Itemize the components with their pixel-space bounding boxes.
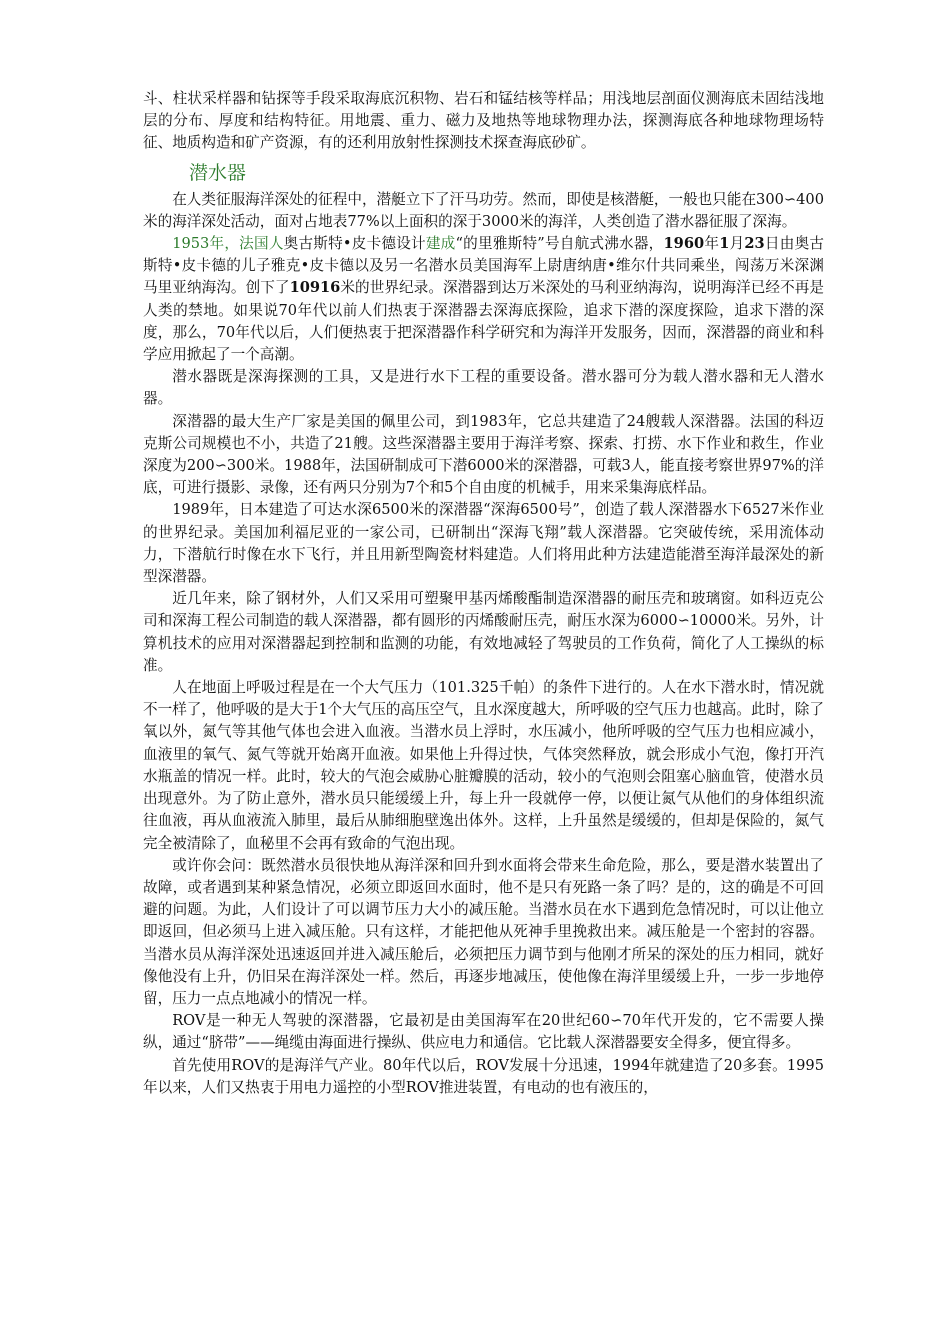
paragraph-2-bold-day: 23 bbox=[744, 235, 765, 253]
paragraph-3: 潜水器既是深海探测的工具，又是进行水下工程的重要设备。潜水器可分为载人潜水器和无人潜水器。 bbox=[143, 368, 824, 408]
paragraph-10: 首先使用ROV的是海洋气产业。80年代以后，ROV发展十分迅速，1994年就建造了20多套。1995年以来，人们又热衷于用电力遥控的小型ROV推进装置，有电动的也有液压的， bbox=[143, 1056, 824, 1096]
paragraph-2-rest-d: 日由奥古斯特•皮卡德的儿子雅克•皮卡德以及另一名潜水员美国海军上尉唐纳唐•维尔什共同乘坐，闯荡万米深渊马里亚纳海沟。创下了 bbox=[143, 235, 824, 297]
paragraph-2-bold-year: 1960 bbox=[663, 235, 705, 253]
paragraph-2-green-a: 1953年，法国人 bbox=[172, 235, 284, 253]
paragraph-2 bbox=[143, 233, 824, 366]
paragraph-2-green-b: 建成 bbox=[425, 235, 456, 253]
paragraph-6: 近几年来，除了钢材外，人们又采用可塑聚甲基丙烯酸酯制造深潜器的耐压壳和玻璃窗。如科迈克公司和深海工程公司制造的载人深潜器，都有圆形的丙烯酸耐压壳，耐压水深为6000∽10000米。另外，计算机技术的应用对深潜器起到控制和监测的功能，有效地减轻了驾驶员的工作负荷，简化了人工操纵的标准。 bbox=[143, 590, 824, 674]
section-title: 潜水器 bbox=[189, 161, 247, 184]
paragraph-2-rest-c: 月 bbox=[729, 235, 745, 253]
paragraph-2-bold-depth: 10916 bbox=[289, 279, 341, 297]
paragraph-5: 1989年，日本建造了可达水深6500米的深潜器“深海6500号”，创造了载人深潜器水下6527米作业的世界纪录。美国加利福尼亚的一家公司，已研制出“深海飞翔”载人深潜器。它突破传统，采用流体动力，下潜航行时像在水下飞行，并且用新型陶瓷材料建造。人们将用此种方法建造能潜至海洋最深处的新型深潜器。 bbox=[143, 501, 824, 586]
paragraph-continuation: 斗、柱状采样器和钻探等手段采取海底沉积物、岩石和锰结核等样品；用浅地层剖面仪测海底未固结浅地层的分布、厚度和结构特征。用地震、重力、磁力及地热等地球物理办法，探测海底各种地球物理场特征、地质构造和矿产资源，有的还利用放射性探测技术探查海底砂矿。 bbox=[143, 90, 824, 152]
paragraph-2-rest-e: 米的世界纪录。深潜器到达万米深处的马利亚纳海沟，说明海洋已经不再是人类的禁地。如果说70年代以前人们热衷于深潜器去深海底探险，追求下潜的深度探险，追求下潜的深度，那么，70年代以后，人们便热衷于把深潜器作科学研究和为海洋开发服务，因而，深潜器的商业和科学应用掀起了一个高潮。 bbox=[143, 279, 824, 364]
paragraph-2-middle: 奥古斯特•皮卡德设计 bbox=[283, 235, 426, 253]
paragraph-8: 或许你会问：既然潜水员很快地从海洋深和回升到水面将会带来生命危险，那么，要是潜水装置出了故障，或者遇到某种紧急情况，必须立即返回水面时，他不是只有死路一条了吗？是的，这的确是不可回避的问题。为此，人们设计了可以调节压力大小的减压舱。当潜水员在水下遇到危急情况时，可以让他立即返回，但必须马上进入减压舱。只有这样，才能把他从死神手里挽救出来。减压舱是一个密封的容器。当潜水员从海洋深处迅速返回并进入减压舱后，必须把压力调节到与他刚才所呆的深处的压力相同，就好像他没有上升，仍旧呆在海洋深处一样。然后，再逐步地减压，使他像在海洋里缓缓上升，一步一步地停留，压力一点点地减小的情况一样。 bbox=[143, 856, 824, 1007]
paragraph-1: 在人类征服海洋深处的征程中，潜艇立下了汗马功劳。然而，即使是核潜艇，一般也只能在300∽400米的海洋深处活动，面对占地表77%以上面积的深于3000米的海洋，人类创造了潜水器征服了深海。 bbox=[143, 190, 824, 230]
paragraph-4: 深潜器的最大生产厂家是美国的佩里公司，到1983年，它总共建造了24艘载人深潜器。法国的科迈克斯公司规模也不小，共造了21艘。这些深潜器主要用于海洋考察、探索、打捞、水下作业和救生，作业深度为200∽300米。1988年，法国研制成可下潜6000米的深潜器，可载3人，能直接考察世界97%的洋底，可进行摄影、录像，还有两只分别为7个和5个自由度的机械手，用来采集海底样品。 bbox=[143, 412, 824, 497]
paragraph-2-rest-b: 年 bbox=[704, 235, 720, 253]
document-body bbox=[143, 88, 824, 1099]
paragraph-7: 人在地面上呼吸过程是在一个大气压力（101.325千帕）的条件下进行的。人在水下潜水时，情况就不一样了，他呼吸的是大于1个大气压的高压空气，且水深度越大，所呼吸的空气压力也越高。此时，除了氧以外，氮气等其他气体也会进入血液。当潜水员上浮时，水压减小，他所呼吸的空气压力也相应减小，血液里的氧气、氮气等就开始离开血液。如果他上升得过快，气体突然释放，就会形成小气泡，像打开汽水瓶盖的情况一样。此时，较大的气泡会威胁心脏瓣膜的活动，较小的气泡则会阻塞心脑血管，使潜水员出现意外。为了防止意外，潜水员只能缓缓上升，每上升一段就停一停，以便让氮气从他们的身体组织流往血液，再从血液流入肺里，最后从肺细胞壁逸出体外。这样，上升虽然是缓缓的，但却是保险的，氮气完全被清除了，血秘里不会再有致命的气泡出现。 bbox=[143, 679, 824, 852]
paragraph-2-rest-a: “的里雅斯特”号自航式沸水器， bbox=[455, 235, 664, 253]
paragraph-2-bold-month: 1 bbox=[719, 235, 730, 253]
paragraph-9: ROV是一种无人驾驶的深潜器，它最初是由美国海军在20世纪60∽70年代开发的，它不需要人操纵，通过“脐带”——绳缆由海面进行操纵、供应电力和通信。它比载人深潜器要安全得多，便宜得多。 bbox=[143, 1012, 824, 1052]
